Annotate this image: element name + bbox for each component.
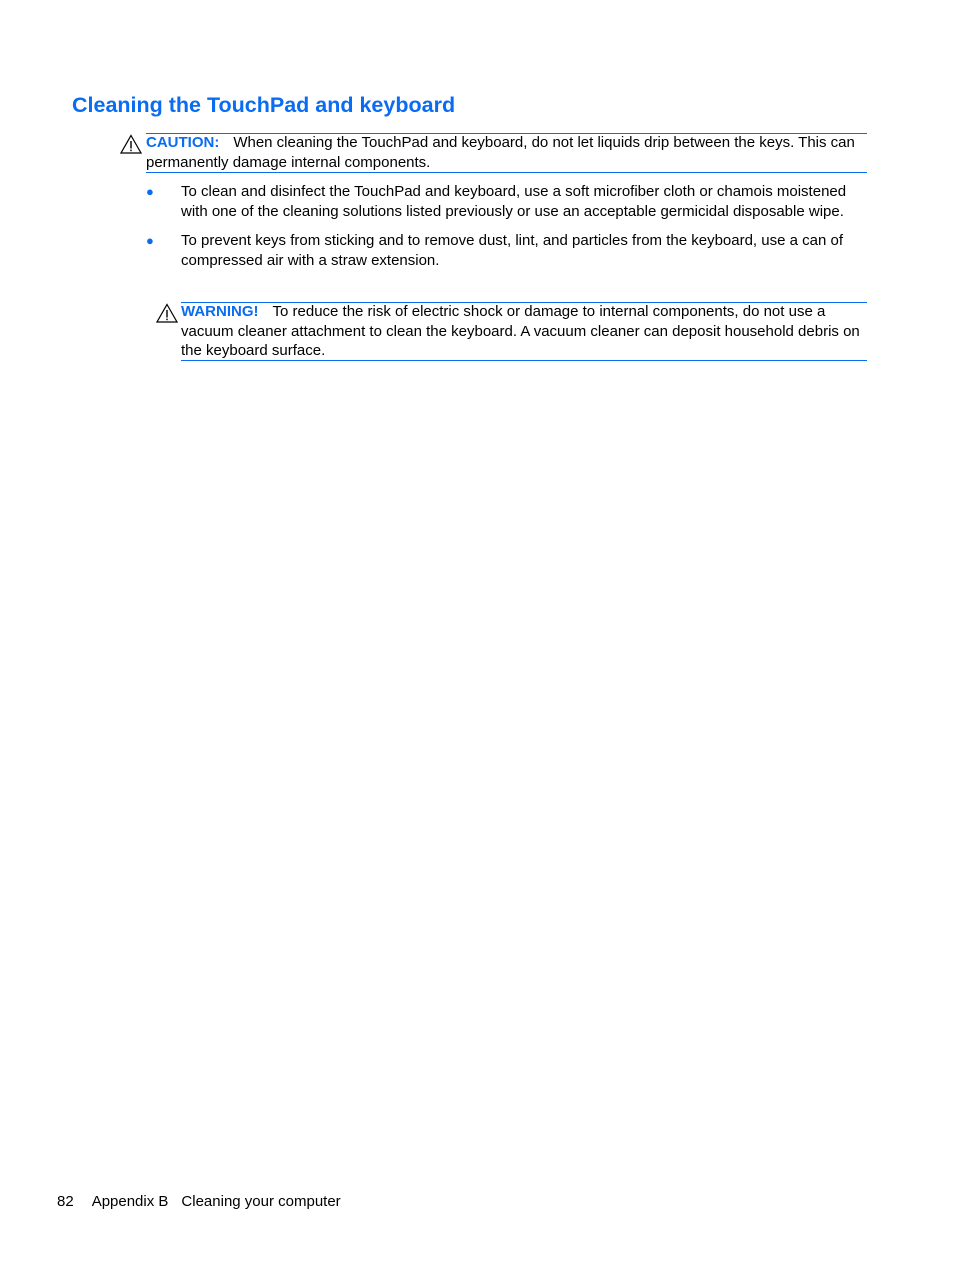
bullet-icon: ●	[146, 184, 154, 199]
bullet-list	[146, 182, 866, 281]
list-item-text: To clean and disinfect the TouchPad and keyboard, use a soft microfiber cloth or chamois moistened with one of the cleaning solutions listed previously or use an acceptable germicidal disposable wipe.	[181, 183, 847, 220]
warning-notice	[181, 302, 867, 361]
caution-notice	[146, 133, 867, 173]
bullet-icon: ●	[146, 233, 154, 249]
footer-appendix: Appendix B	[91, 1193, 169, 1210]
warning-text: To reduce the risk of electric shock or damage to internal components, do not use a vacuum cleaner attachment to clean the keyboard. A vacuum cleaner can deposit household debris on the keyboard surface.	[181, 303, 860, 359]
caution-body	[146, 133, 867, 172]
page-title: Cleaning the TouchPad and keyboard	[72, 93, 456, 117]
warning-body	[181, 302, 867, 361]
list-item	[146, 231, 866, 270]
page-footer	[57, 1192, 341, 1212]
footer-chapter: Cleaning your computer	[181, 1193, 341, 1210]
warning-triangle-icon	[156, 303, 178, 323]
list-item	[146, 182, 866, 221]
warning-label: WARNING!	[181, 303, 259, 320]
warning-triangle-icon	[120, 134, 142, 154]
list-item-text: To prevent keys from sticking and to remove dust, lint, and particles from the keyboard, use a can of compressed air with a straw extension.	[181, 232, 843, 270]
caution-label: CAUTION:	[146, 134, 220, 151]
caution-text: When cleaning the TouchPad and keyboard, do not let liquids drip between the keys. This can permanently damage internal components.	[146, 134, 855, 171]
page-number: 82	[57, 1193, 74, 1210]
